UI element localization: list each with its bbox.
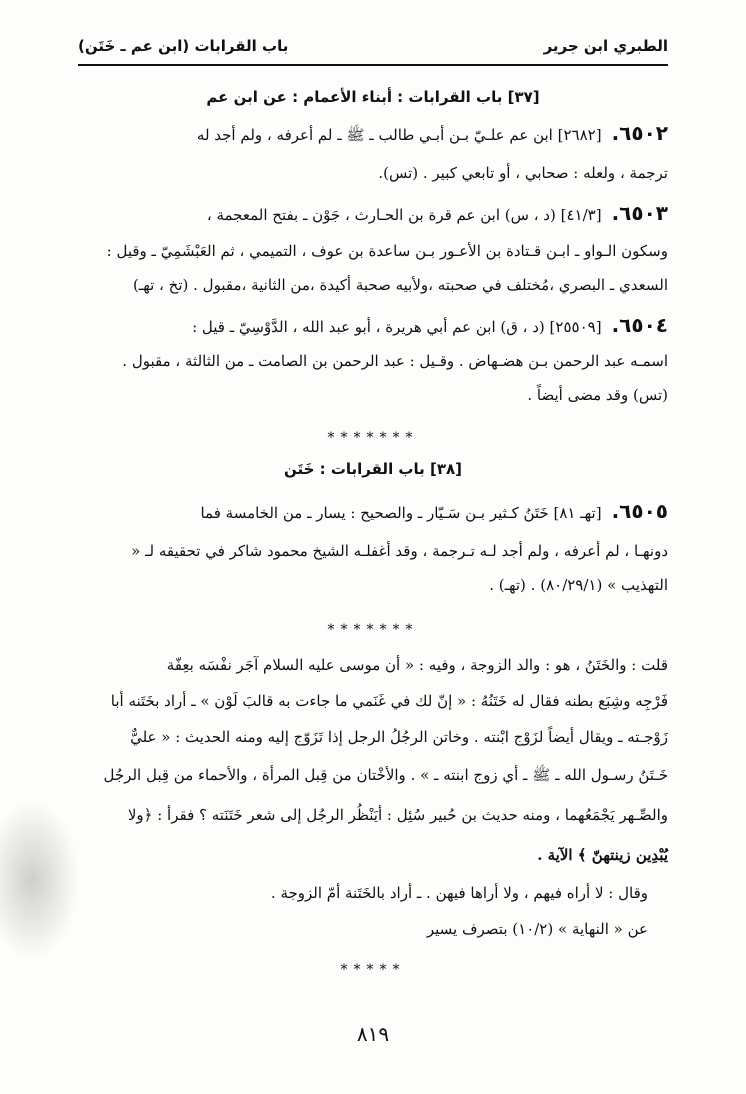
entry-6502-line-1 [78,122,668,146]
entry-6503-line-3: السعدي ـ البصري ،مُختلف في صحبته ،ولأبيه صحبة أكيدة ،من الثانية ،مقبول . (تخ ، تهـ) [132,276,668,294]
note-line-4: خَـتَنُ رسـول الله ـ ﷺ ـ أي زوج ابنته ـ » . والأخْتان من قِبل المرأة ، والأحماء من قِبل الرجُل [103,766,668,784]
entry-text: [٢٦٨٢] ابن عم علـيّ بـن أبـي طالب ـ ﷺ ـ لم أعرفه ، ولم أجد له [196,126,602,144]
entry-text: [تهـ ٨١] خَتَنُ كـثير بـن سَـيّار ـ والصحيح : يسار ـ من الخامسة فما [200,504,602,522]
page-number: ٨١٩ [356,1022,390,1046]
note-line-5: والصِّـهر يَجْمَعُهما ، ومنه حديث بن حُبير سُئِل : أيَنْظُر الرجُل إلى شعر خَتَنَته ؟ فقرأ : ﴿ولا [127,806,668,824]
separator-stars: ******* [327,430,419,446]
entry-6505-line-1 [78,500,668,524]
header-divider [78,64,668,66]
note-line-2: فَرْجِه وشِبَع بطنه فقال له خَتَنُهُ : « إنّ لك في غَنَمي ما جاءت به قالبَ لَوْن » ـ أراد بخَتَنه أبا [110,692,668,710]
section-38-title: [٣٨] باب القرابات : خَتَن [283,460,463,478]
entry-6503-line-2: وسكون الـواو ـ ابـن قـتادة بن الأعـور بـن ساعدة بن عوف ، التميمي ، ثم العَبْشَمِيّ ـ وقيل : [106,242,668,260]
entry-6504-line-3: (تس) وقد مضى أيضاً . [527,386,668,404]
header-chapter: باب القرابات (ابن عم ـ خَتَن) [78,37,289,55]
header-author: الطبري ابن جرير [543,37,668,55]
entry-text: [٤١/٣] (د ، س) ابن عم قرة بن الحـارث ، جَوْن ـ بفتح المعجمة ، [206,206,602,224]
entry-6502-line-2: ترجمة ، ولعله : صحابي ، أو تابعي كبير . (تس). [378,164,668,182]
note-line-3: زَوْجـته ـ ويقال أيضاً لزَوْج ابْنته . وخاتن الرجُلُ الرجل إذا تَزَوّج إليه ومنه الحديث : « عليٌّ [130,728,668,746]
entry-6505-line-2: دونهـا ، لم أعرفه ، ولم أجد لـه تـرجمة ، وقد أغفلـه الشيخ محمود شاكر في تحقيقه لـ « [131,542,668,560]
entry-text: [٢٥٥٠٩] (د ، ق) ابن عم أبي هريرة ، أبو عبد الله ، الدَّوْسِيّ ـ قيل : [192,318,602,336]
running-header [78,32,668,60]
separator-stars: ******* [327,622,419,638]
entry-number: ٦٥٠٣. [611,201,668,225]
separator-stars-short: ***** [340,962,406,978]
note-quote-1: وقال : لا أراه فيهم ، ولا أراها فيهن . ـ أراد بالخَتَنة أمّ الزوجة . [270,884,648,902]
note-line-1: قلت : والخَتَنُ ، هو : والد الزوجة ، وفيه : « أن موسى عليه السلام آجَر نفْسَه بعِفّة [166,656,668,674]
entry-6503-line-1 [78,202,668,226]
entry-number: ٦٥٠٤. [611,313,668,337]
entry-6504-line-2: اسمـه عبد الرحمن بـن هضـهاض . وقـيل : عبد الرحمن بن الصامت ـ من الثالثة ، مقبول . [122,352,668,370]
entry-6504-line-1 [78,314,668,338]
note-quote-2: عن « النهاية » (١٠/٢) بتصرف يسير [426,920,648,938]
note-line-6: يُبْدِين زينتهنّ ﴾ الآية . [537,846,668,864]
entry-number: ٦٥٠٢. [611,121,668,145]
entry-6505-line-3: التهذيب » (٨٠/٢٩/١) . (تهـ) . [489,576,668,594]
scan-smudge [0,800,80,960]
entry-number: ٦٥٠٥. [611,499,668,523]
section-37-title: [٣٧] باب القرابات : أبناء الأعمام : عن ابن عم [206,88,540,106]
